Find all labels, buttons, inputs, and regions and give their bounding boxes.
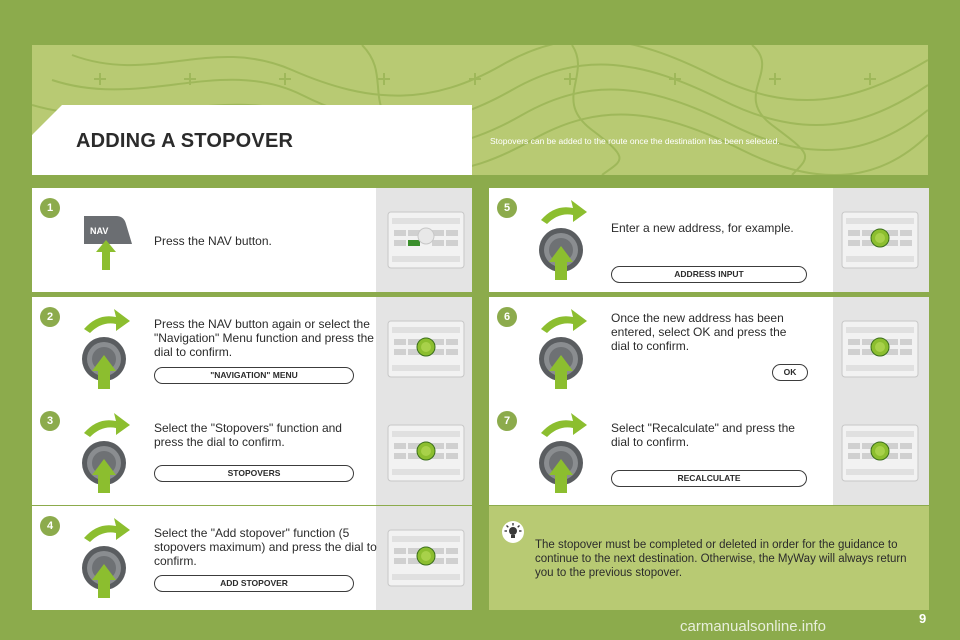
add-stopover-label: ADD STOPOVER bbox=[154, 575, 354, 592]
step-1-text: Press the NAV button. bbox=[154, 234, 272, 248]
tip-text: The stopover must be completed or deleted in order for the guidance to continue to the next destination. Otherwise, the MyWay will always return you to the previous stopover. bbox=[535, 539, 907, 579]
step-4-badge: 4 bbox=[40, 516, 60, 536]
watermark: carmanualsonline.info bbox=[680, 618, 826, 635]
dial-press-icon bbox=[76, 516, 146, 600]
radio-unit-icon bbox=[840, 423, 920, 483]
step-5-text: Enter a new address, for example. bbox=[611, 221, 794, 235]
svg-text:NAV: NAV bbox=[90, 226, 109, 236]
intro-text: Stopovers can be added to the route once the destination has been selected. bbox=[490, 136, 780, 146]
dial-press-icon bbox=[533, 307, 603, 391]
ok-label: OK bbox=[772, 364, 808, 381]
radio-unit-icon bbox=[386, 210, 466, 270]
dial-press-icon bbox=[76, 411, 146, 495]
step-5-badge: 5 bbox=[497, 198, 517, 218]
radio-unit-icon bbox=[386, 528, 466, 588]
dial-press-icon bbox=[533, 198, 603, 282]
lightbulb-icon bbox=[502, 521, 524, 543]
step-1-badge: 1 bbox=[40, 198, 60, 218]
step-3-text: Select the "Stopovers" function and press the dial to confirm. bbox=[154, 421, 342, 449]
step-4-text: Select the "Add stopover" function (5 stopovers maximum) and press the dial to confirm. bbox=[154, 526, 377, 568]
step-7-text: Select "Recalculate" and press the dial to confirm. bbox=[611, 421, 795, 449]
radio-unit-icon bbox=[840, 210, 920, 270]
radio-unit-icon bbox=[386, 423, 466, 483]
step-3-panel bbox=[32, 401, 472, 505]
page-number: 9 bbox=[919, 611, 927, 626]
step-2-text: Press the NAV button again or select the "Navigation" Menu function and press the dial to confirm. bbox=[154, 317, 374, 359]
address-input-label: ADDRESS INPUT bbox=[611, 266, 807, 283]
dial-press-icon bbox=[533, 411, 603, 495]
step-6-badge: 6 bbox=[497, 307, 517, 327]
navigation-menu-label: "NAVIGATION" MENU bbox=[154, 367, 354, 384]
radio-unit-icon bbox=[386, 319, 466, 379]
step-6-panel bbox=[489, 297, 929, 401]
stopovers-label: STOPOVERS bbox=[154, 465, 354, 482]
step-2-panel bbox=[32, 297, 472, 401]
tip-icon bbox=[502, 521, 524, 543]
step-7-panel bbox=[489, 401, 929, 505]
step-3-badge: 3 bbox=[40, 411, 60, 431]
page-title: ADDING A STOPOVER bbox=[76, 130, 294, 152]
recalculate-label: RECALCULATE bbox=[611, 470, 807, 487]
step-2-badge: 2 bbox=[40, 307, 60, 327]
dial-press-icon bbox=[76, 307, 146, 391]
step-4-panel bbox=[32, 506, 472, 610]
step-1-panel bbox=[32, 188, 472, 292]
step-6-text: Once the new address has been entered, select OK and press the dial to confirm. bbox=[611, 311, 787, 353]
radio-unit-icon bbox=[840, 319, 920, 379]
nav-button-icon bbox=[76, 210, 140, 274]
step-5-panel bbox=[489, 188, 929, 292]
step-7-badge: 7 bbox=[497, 411, 517, 431]
